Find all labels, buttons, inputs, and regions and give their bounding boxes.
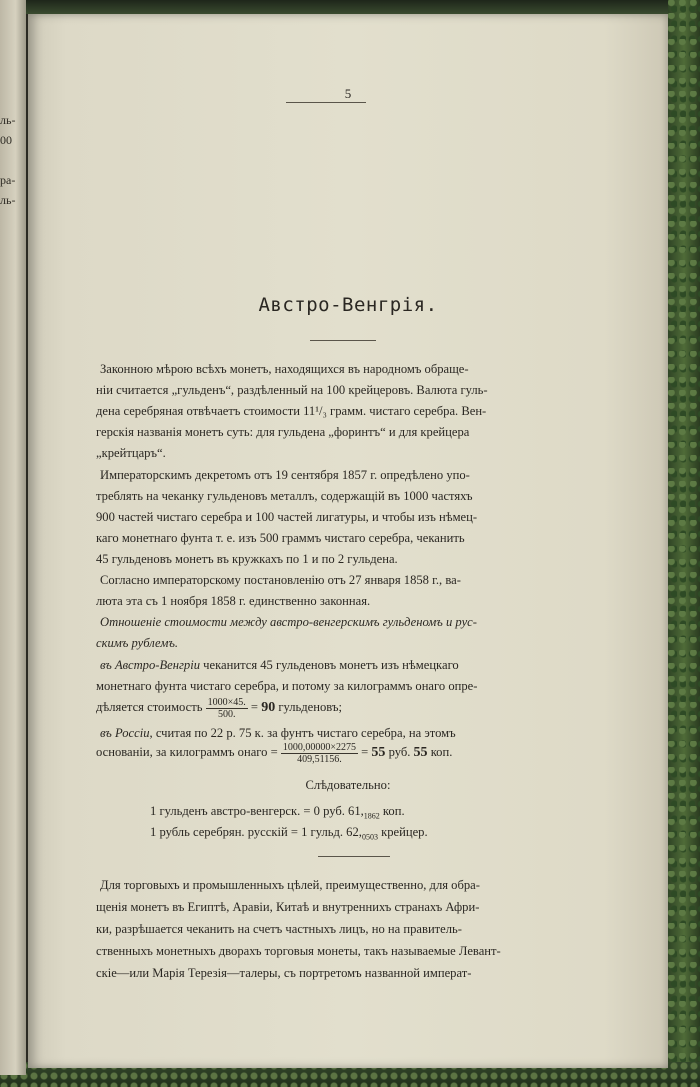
text-line: люта эта съ 1 ноября 1858 г. единственно законная. [96, 594, 371, 608]
summary-subscript: 0503 [361, 832, 378, 842]
book-page [28, 14, 668, 1068]
italic-subheading: скимъ рублемъ. [96, 636, 179, 650]
text-line: треблять на чеканку гульденовъ металлъ, содержащій въ 1000 частяхъ [96, 489, 473, 503]
fraction-denominator: 409,51156. [297, 753, 342, 765]
fraction-austria [206, 697, 248, 720]
summary-tail: коп. [379, 804, 405, 818]
book-cover-top [0, 0, 700, 14]
text-line: каго монетнаго фунта т. е. изъ 500 граммъ чистаго серебра, чеканить [96, 531, 465, 545]
text-line: Императорскимъ декретомъ отъ 19 сентября 1857 г. опредѣлено упо- [100, 468, 470, 482]
value-post: гульденовъ; [275, 700, 342, 714]
russia-label: въ Россіи, [100, 726, 153, 740]
summary-text: 1 рубль серебрян. русскій = 1 гульд. 62, [150, 825, 362, 839]
text-line: Согласно императорскому постановленію отъ 27 января 1858 г., ва- [100, 573, 461, 587]
formula-pre: основаніи, за килограммъ онаго = [96, 745, 281, 759]
formula-kop: 55 [413, 745, 428, 760]
text-line: 45 гульденовъ монетъ въ кружкахъ по 1 и по 2 гульдена. [96, 552, 398, 566]
value-pre: дѣляется стоимость [96, 700, 203, 714]
formula-eq: = [358, 745, 372, 759]
russia-text: считая по 22 р. 75 к. за фунтъ чистаго серебра, на этомъ [155, 726, 456, 740]
summary-tail: крейцер. [377, 825, 428, 839]
prev-page-fragment: ра- [0, 173, 16, 187]
text-line: Законною мѣрою всѣхъ монетъ, находящихся въ народномъ обраще- [100, 362, 469, 376]
consequently-heading: Слѣдовательно: [305, 778, 391, 792]
value-result: 90 [261, 700, 276, 715]
summary-text: 1 гульденъ австро-венгерск. = 0 руб. 61, [150, 804, 364, 818]
text-line: герскія названія монетъ суть: для гульдена „форинтъ“ и для крейцера [96, 425, 470, 439]
section-title: Австро-Венгрія. [258, 294, 438, 316]
text-line: ственныхъ монетныхъ дворахъ торговыя монеты, такъ называемые Левант- [96, 944, 501, 958]
fraction-denominator: 500. [217, 708, 236, 720]
austria-line [100, 656, 580, 674]
prev-page-fragment: ль- [0, 193, 16, 207]
prev-page-fragment: ль- [0, 113, 16, 127]
text-line: ки, разрѣшается чеканить на счетъ частныхъ лицъ, но на правитель- [96, 922, 462, 936]
page-number: 5 [344, 86, 352, 101]
text-line: дена серебряная отвѣчаетъ стоимости 11¹/₃ грамм. чистаго серебра. Вен- [96, 404, 487, 418]
title-rule [310, 340, 376, 341]
formula-rub: 55 [371, 745, 386, 760]
text-line: Для торговыхъ и промышленныхъ цѣлей, преимущественно, для обра- [100, 878, 480, 892]
italic-subheading: Отношеніе стоимости между австро-венгерскимъ гульденомъ и рус- [100, 615, 477, 629]
formula-kop-label: коп. [427, 745, 453, 759]
text-line: скіе—или Марія Терезія—талеры, съ портретомъ названной императ- [96, 966, 472, 980]
fraction-numerator: 1000×45. [207, 696, 246, 708]
summary-subscript: 1862 [363, 811, 380, 821]
section-separator [318, 856, 390, 857]
fraction-russia [281, 742, 358, 765]
austria-text: чеканится 45 гульденовъ монетъ изъ нѣмецкаго [200, 658, 459, 672]
value-eq: = [247, 700, 262, 714]
fraction-numerator: 1000,00000×2275 [282, 741, 357, 753]
text-line: 900 частей чистаго серебра и 100 частей лигатуры, и чтобы изъ нѣмец- [96, 510, 478, 524]
text-line: монетнаго фунта чистаго серебра, и потому за килограммъ онаго опре- [96, 679, 478, 693]
formula-rub-label: руб. [385, 745, 414, 759]
page-number-rule [286, 102, 366, 103]
text-line: „крейтцаръ“. [96, 446, 166, 460]
text-line: щенія монетъ въ Египтѣ, Аравіи, Китаѣ и внутреннихъ странахъ Афри- [96, 900, 480, 914]
text-line: ніи считается „гульденъ“, раздѣленный на 100 крейцеровъ. Валюта гуль- [96, 383, 488, 397]
summary-line [150, 823, 630, 847]
austria-label: въ Австро-Венгріи [100, 658, 200, 672]
value-line [96, 694, 576, 721]
previous-page-edge [0, 0, 26, 1075]
marbled-cover-right [668, 0, 700, 1087]
prev-page-fragment: 00 [0, 133, 12, 147]
formula-line [96, 738, 576, 767]
summary-line [150, 802, 630, 826]
